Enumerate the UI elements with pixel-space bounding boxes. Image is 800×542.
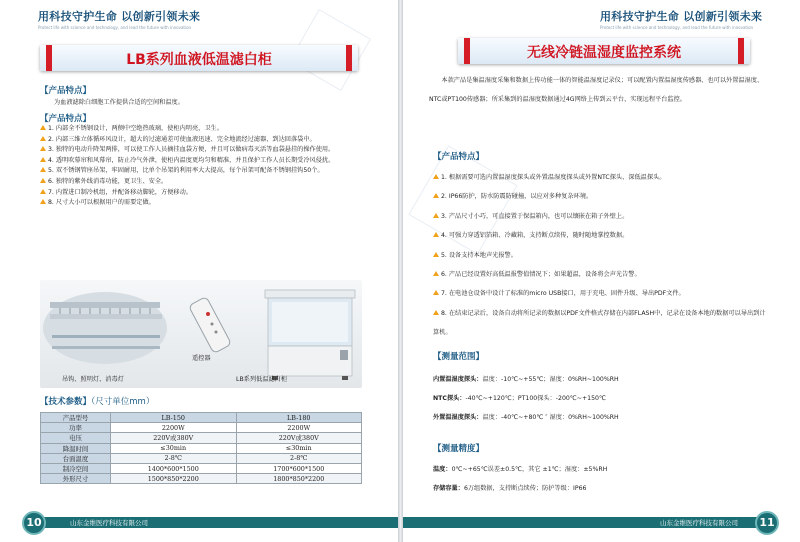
left-feature-list [40, 124, 362, 209]
caption-cabinet: LB系列低温滤白柜 [236, 376, 288, 383]
right-title-text: 无线冷链温湿度监控系统 [527, 45, 681, 61]
triangle-bullet-icon [40, 125, 46, 130]
table-cell: 2-8℃ [236, 453, 362, 463]
table-cell: 功率 [41, 423, 111, 433]
left-intro-text: 为血液滤除白细胞工作提供合适的空间和温度。 [54, 99, 184, 106]
feature-item: 1. 根据需要可选内置温湿度探头或外置温湿度探头或外置NTC探头、深低温探头。 [433, 168, 771, 187]
right-intro-text: 本款产品是集温湿度采集和数据上传功能一体的智能温湿度记录仪；可以配置内置温湿度传感器、也可以外置温湿度、NTC或PT100传感器；所采集到的温湿度数据通过4G网络上传到云平台，实现远程平台监控。 [429, 77, 764, 103]
slogan-main: 用科技守护生命 以创新引领未来 [38, 10, 201, 23]
table-cell: 220V或380V [111, 433, 237, 443]
triangle-bullet-icon [40, 167, 46, 172]
caption-hooks-lights: 吊钩、照明灯、消毒灯 [62, 376, 124, 383]
cabinet-interior-image [43, 292, 167, 364]
triangle-bullet-icon [433, 193, 439, 198]
product-photo [40, 280, 362, 388]
table-cell: 制冷空间 [41, 463, 111, 473]
triangle-bullet-icon [433, 213, 439, 218]
triangle-bullet-icon [433, 252, 439, 257]
accuracy-item: 存储容量：6万组数据，支持断点续传；防护等级：IP66 [433, 485, 587, 492]
section-title-features: 【产品特点】 [433, 152, 485, 162]
feature-item: 2. 内部三维立体循环风设计，超大的过滤通差可使血液迅速、完全地流经过滤器，到达回落袋中。 [40, 135, 362, 146]
table-header-cell: LB-150 [111, 413, 237, 423]
table-cell: 2200W [111, 423, 237, 433]
range-item: NTC探头：-40℃~+120℃；PT100探头：-200℃~+150℃ [433, 395, 606, 402]
table-cell: 1800*850*2200 [236, 474, 362, 484]
slogan-sub: Protect life with science and technology, and lead the future with innovation [38, 25, 192, 30]
right-title-banner [458, 38, 750, 64]
range-list [433, 370, 771, 427]
triangle-bullet-icon [40, 199, 46, 204]
left-title-banner [40, 45, 358, 71]
tech-unit: （尺寸单位mm） [91, 397, 155, 407]
feature-item: 8. 在结束记录后，设备自动将所记录的数据以PDF文件格式存储在内部FLASH中，记录在设备本地的数据可以导出到计算机。 [433, 309, 766, 337]
table-cell: 电压 [41, 433, 111, 443]
table-row [41, 443, 362, 453]
section-title-tech [40, 395, 154, 407]
feature-item: 6. 产品已经设置好高低温报警值情况下；如果超温，设备将会声光告警。 [433, 265, 771, 284]
right-company-name: 山东金维医疗科技有限公司 [660, 519, 738, 527]
range-item: 外置温湿度探头：温度：-40℃~+80℃ ″ 湿度：0%RH~100%RH [433, 414, 619, 421]
triangle-bullet-icon [40, 136, 46, 141]
left-footer-bar [40, 517, 398, 528]
range-item: 内置温湿度探头：温度：-10℃~+55℃；湿度：0%RH~100%RH [433, 376, 619, 383]
section-title-accuracy: 【测量精度】 [433, 444, 485, 454]
feature-item: 2. IP66防护，防水防震防碰撞，以应对多种复杂环境。 [433, 187, 771, 206]
table-cell: 2200W [236, 423, 362, 433]
feature-item: 5. 双不锈钢管座吊架，牢固耐用，比单个吊架的利用率大大提高，每个吊架可配备不锈钢挂钩50个。 [40, 166, 362, 177]
table-row [41, 423, 362, 433]
feature-item: 1. 内部全不锈钢设计，两侧中空绝热玻璃，使柜内明亮，卫生。 [40, 124, 362, 135]
cabinet-image [265, 290, 355, 380]
table-cell: 1500*850*2200 [111, 474, 237, 484]
title-bar-right [738, 38, 744, 64]
feature-item: 6. 独特的紫外线消毒功能，更卫生、安全。 [40, 177, 362, 188]
triangle-bullet-icon [433, 174, 439, 179]
triangle-bullet-icon [433, 271, 439, 276]
table-cell: 台面温度 [41, 453, 111, 463]
accuracy-item: 温度：0℃~+65℃误差±0.5℃，其它 ±1℃；湿度：±5%RH [433, 466, 608, 473]
accuracy-list [433, 460, 771, 498]
table-cell: 2-8℃ [111, 453, 237, 463]
spec-table [40, 412, 362, 484]
right-slogan [600, 8, 762, 30]
table-cell: 1700*600*1500 [236, 463, 362, 473]
feature-item: 7. 内置进口制冷机组，并配备移动脚轮，方便移动。 [40, 188, 362, 199]
table-row [41, 474, 362, 484]
triangle-bullet-icon [433, 290, 439, 295]
table-cell: 1400*600*1500 [111, 463, 237, 473]
table-header-cell: LB-180 [236, 413, 362, 423]
right-page-number: 11 [755, 511, 779, 535]
table-row [41, 463, 362, 473]
slogan-main: 用科技守护生命 以创新引领未来 [600, 10, 763, 23]
tech-title: 【技术参数】 [40, 397, 92, 407]
title-bar-right [346, 45, 352, 71]
section-title-features-2: 【产品特点】 [40, 114, 92, 124]
product-illustration [40, 280, 362, 388]
caption-remote: 遥控器 [192, 355, 211, 362]
left-page [0, 0, 398, 542]
triangle-bullet-icon [40, 146, 46, 151]
table-row [41, 453, 362, 463]
left-company-name: 山东金维医疗科技有限公司 [70, 519, 148, 527]
table-cell: 220V或380V [236, 433, 362, 443]
right-footer-bar [403, 517, 760, 528]
triangle-bullet-icon [40, 189, 46, 194]
left-page-number: 10 [22, 511, 46, 535]
table-header-cell: 产品型号 [41, 413, 111, 423]
feature-item: 4. 可强力穿透铝箔箱、冷藏箱，支持断点续传，随时随地掌控数据。 [433, 226, 771, 245]
feature-item: 7. 在电池仓设备中设计了标准的micro USB接口，用于充电、固件升级、导出PDF文件。 [433, 284, 771, 303]
triangle-bullet-icon [40, 178, 46, 183]
table-cell: 外形尺寸 [41, 474, 111, 484]
feature-item: 8. 尺寸大小可以根据用户的需要定做。 [40, 198, 362, 209]
table-cell: ≤30min [111, 443, 237, 453]
table-row [41, 433, 362, 443]
section-title-range: 【测量范围】 [433, 352, 485, 362]
table-cell: ≤30min [236, 443, 362, 453]
triangle-bullet-icon [433, 232, 439, 237]
table-header-row [41, 413, 362, 423]
left-slogan [38, 8, 200, 30]
right-page [403, 0, 800, 542]
slogan-sub: Protect life with science and technology, and lead the future with innovation [600, 25, 754, 30]
feature-item: 5. 设备支持本地声光报警。 [433, 246, 771, 265]
left-title-text: LB系列血液低温滤白柜 [126, 52, 272, 68]
right-feature-list [433, 168, 771, 343]
feature-item: 3. 独特的电动升降架两排，可以使工作人员摘挂血袋方便，并且可以做病毒灭活等血袋悬挂的操作使用。 [40, 145, 362, 156]
remote-control-image [188, 296, 231, 353]
triangle-bullet-icon [433, 310, 439, 315]
triangle-bullet-icon [40, 157, 46, 162]
section-title-features-1: 【产品特点】 [40, 86, 92, 96]
table-cell: 降温时间 [41, 443, 111, 453]
feature-item: 4. 透明吹幕帘和风幕帘，防止冷气外泄，使柜内温度更均匀和精准，并且保护工作人员长期受冷风侵扰。 [40, 156, 362, 167]
feature-item: 3. 产品尺寸小巧，可直接置于保温箱内，也可以镶嵌在箱子外壁上。 [433, 207, 771, 226]
